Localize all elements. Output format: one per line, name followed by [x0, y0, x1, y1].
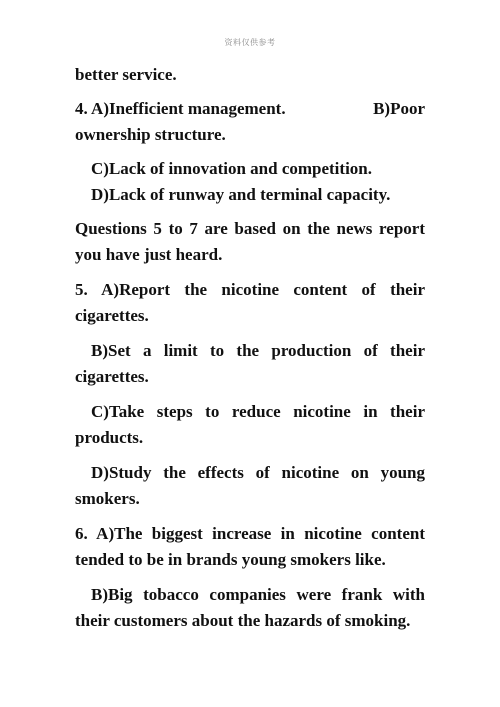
question-4-option-b: B)Poor: [373, 99, 425, 118]
page-header: 资料仅供参考: [224, 38, 276, 47]
question-5-option-d: D)Study the effects of nicotine on young smokers.: [75, 463, 425, 508]
section-instruction: Questions 5 to 7 are based on the news report you have just heard.: [75, 219, 425, 264]
question-6-option-a: 6. A)The biggest increase in nicotine content tended to be in brands young smokers like.: [75, 524, 425, 569]
question-4-option-b-continued: ownership structure.: [75, 125, 226, 144]
question-5-option-b: B)Set a limit to the production of their cigarettes.: [75, 341, 425, 386]
question-5-option-a: 5. A)Report the nicotine content of their cigarettes.: [75, 280, 425, 325]
question-4-option-d: D)Lack of runway and terminal capacity.: [91, 185, 391, 204]
question-4: [75, 96, 425, 148]
question-4-row: [75, 96, 425, 122]
document-body: [75, 62, 425, 634]
question-4-option-c: C)Lack of innovation and competition.: [91, 159, 372, 178]
question-6-option-b: B)Big tobacco companies were frank with their customers about the hazards of smoking.: [75, 585, 425, 630]
question-4-option-a: 4. A)Inefficient management.: [75, 99, 286, 118]
question-5-option-c: C)Take steps to reduce nicotine in their products.: [75, 402, 425, 447]
continuation-line: better service.: [75, 65, 177, 84]
